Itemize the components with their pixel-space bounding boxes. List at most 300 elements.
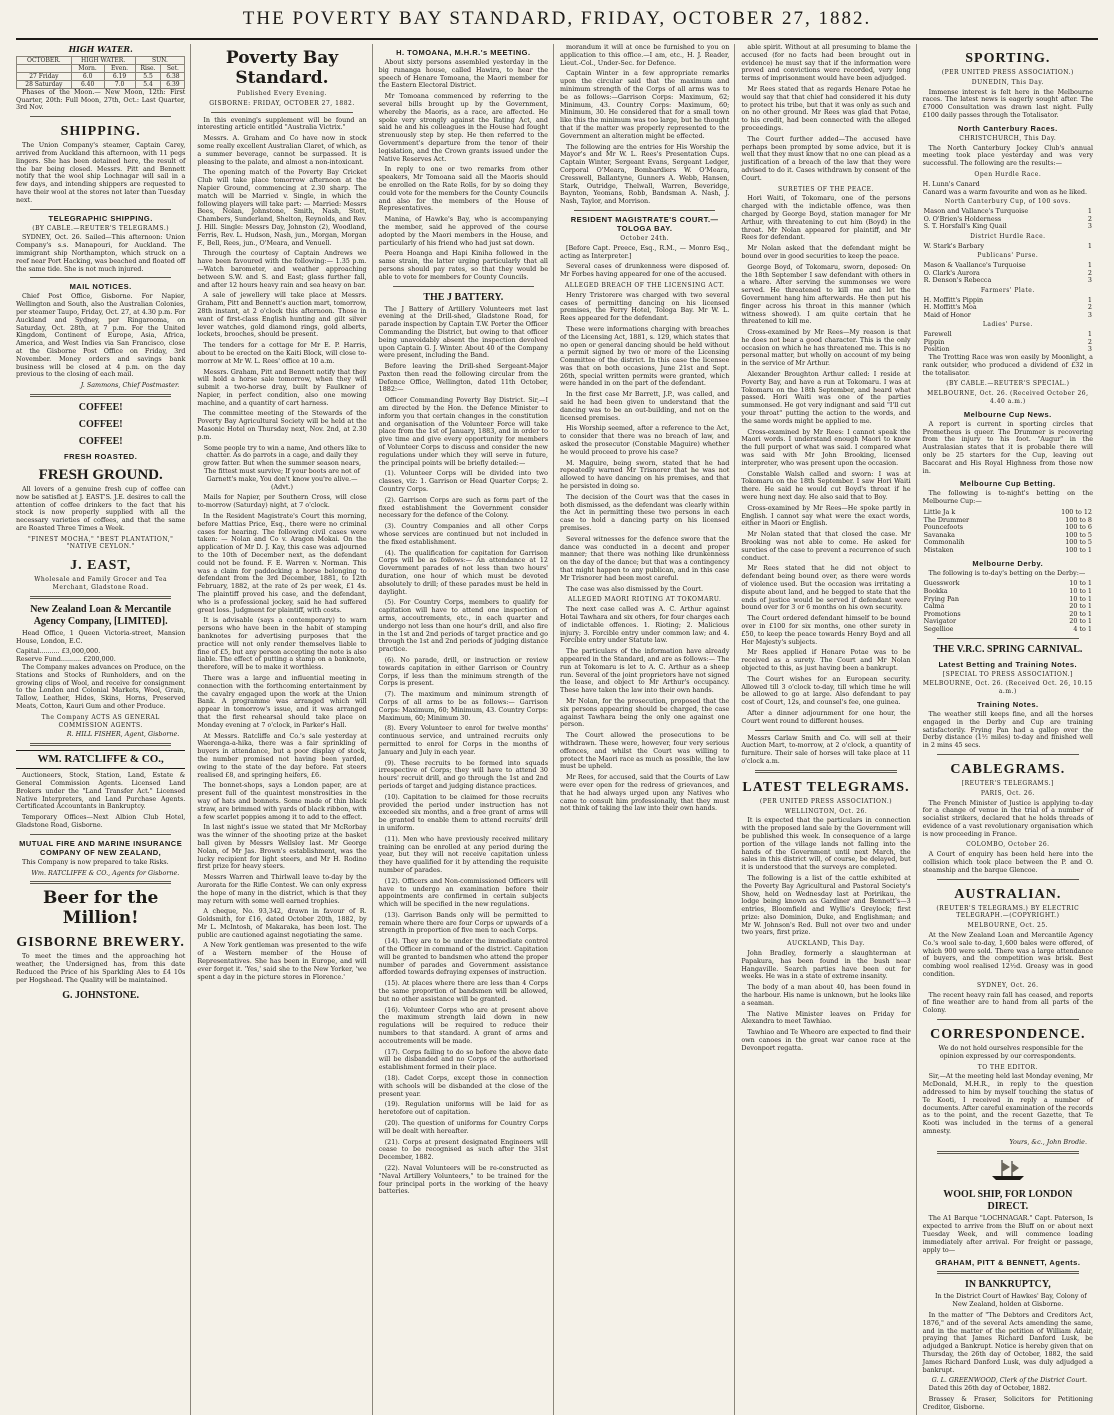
- news-paragraph: The Court further added—The accused have perhaps been prompted by some advice, but it is well that they must know that no one can plead as a justification of a breach of the law that they were advised to do it. Cases withdrawn by consent of the Court.: [741, 134, 911, 182]
- masthead-rule: [16, 38, 1098, 40]
- results-table: [923, 243, 1093, 251]
- horse-name: Pippin: [923, 337, 945, 346]
- news-paragraph: The tenders for a cottage for Mr E. P. Harris, about to be erected on the Kaiti Block, will close to-morrow at Mr W. L. Rees' office at 10 a.m.: [197, 341, 367, 365]
- tide-cell: 5.5: [135, 72, 161, 80]
- tide-sub: Set.: [161, 64, 185, 72]
- table-row: [923, 580, 1093, 588]
- bankruptcy-solicitors: Brassey & Fraser, Solicitors for Petitioning Creditor, Gisborne.: [922, 1394, 1093, 1411]
- dateline-place: WELLINGTON, Oct. 26.: [784, 807, 868, 815]
- odds: 100 to 12: [1061, 508, 1092, 517]
- news-paragraph: In the Resident Magistrate's Court this morning, before Mattias Price, Esq., there were no criminal cases for hearing. The following civil cases were taken: — Nolan and Co v. Aragon Mokai. On the application of Mr D. J. Kay, this case was adjourned to the 10th of December next, as the defendant could not be found. F. E. Warren v. Norman. This was a claim for paddocking a horse belonging to defendant from the 3rd December, 1881, to 12th February, 1882, at the rate of 2s per week, £1 4s. The plaintiff proved his case, and the defendant, who is a professional jockey, said he had suffered great loss. Judgment for plaintiff, with costs.: [197, 512, 367, 614]
- telegraphic-heading: TELEGRAPHIC SHIPPING.: [48, 213, 153, 223]
- horse-name: H. Moffitt's Pippin: [923, 295, 984, 304]
- divider: [755, 730, 896, 731]
- brewery-heading: GISBORNE BREWERY.: [16, 935, 185, 951]
- placing: 1: [1087, 295, 1092, 304]
- news-paragraph: The French Minister of Justice is applying to-day for a change of venue in the trial of a number of socialist strikers, declared that he holds threads of evidence of a vast revolutionary organisation which is now proceeding in France.: [922, 798, 1093, 838]
- news-paragraph: George Boyd, of Tokomaru, sworn, deposed: On the 18th September I saw defendant with others in a whare. After serving the summonses we were served. He threatened to kill me and let the Government hang him afterwards. He then put his finger across his throat in this manner (which witness showed). I am quite certain that he threatened to kill me.: [741, 262, 911, 326]
- divider: [30, 834, 171, 835]
- news-paragraph: Cross-examined by Mr Rees—He spoke partly in English. I cannot say what were the exact words, either in Maori or English.: [741, 503, 911, 528]
- horse-name: S. T. Horsfall's King Quail: [923, 222, 1007, 231]
- news-paragraph: Henry Tristorere was charged with two several cases of permitting dancing on his licensed premises, the Ferry Hotel, Tologa Bay. Mr W. L. Rees appeared for the defendant.: [559, 290, 730, 323]
- bankruptcy-heading: IN BANKRUPTCY,: [964, 1279, 1051, 1291]
- masthead: THE POVERTY BAY STANDARD, FRIDAY, OCTOBER 27, 1882.: [242, 8, 872, 29]
- news-paragraph: Alexander Broughton Arthur called: I reside at Poverty Bay, and have a run at Tokomaru. I was at Tokomaru on the 18th September, and heard what passed. Hori Waiti was one of the parties summonsed. He got very indignant and said "I'll cut your throat" putting the action to the words, and the same words might be applied to me.: [741, 370, 911, 425]
- melbourne-cup-betting-heading: Melbourne Cup Betting.: [960, 479, 1056, 489]
- mutual-text: This Company is now prepared to take Risks.: [22, 857, 169, 866]
- sporting-sub: (PER UNITED PRESS ASSOCIATION.): [941, 69, 1074, 76]
- divider: [937, 879, 1079, 880]
- horse-name: Mistaken: [923, 545, 954, 554]
- wool-ship-heading: WOOL SHIP, FOR LONDON DIRECT.: [943, 1189, 1073, 1213]
- placing: 1: [1087, 241, 1092, 250]
- latest-telegrams-heading: LATEST TELEGRAMS.: [742, 779, 910, 795]
- australian-sub: (REUTER'S TELEGRAMS.) BY ELECTRIC TELEGRAPH.—(COPYRIGHT.): [936, 904, 1080, 920]
- news-paragraph: Cross-examined by Mr Rees: I cannot speak the Maori words. I understand enough Maori to know the full purport of what was said. I compared what was said with Mr John Brooking, licensed interpreter, who was present upon the occasion.: [741, 427, 911, 467]
- news-paragraph: (3). Country Companies and all other Corps whose services are continued but not included in the fixed establishment.: [378, 522, 548, 546]
- news-paragraph: Hori Waiti, of Tokomaru, one of the persons charged with the indictable offence, was then charged by George Boyd, station manager for Mr Arthur, with threatening to cut him (Boyd) in the throat. Mr Nolan appeared for plaintiff, and Mr Rees for defendant.: [741, 194, 911, 242]
- ratcliffe-heading: WM. RATCLIFFE & CO.,: [16, 750, 185, 769]
- odds: 4 to 1: [1073, 624, 1092, 633]
- divider: [211, 112, 352, 113]
- tide-header-high: HIGH WATER.: [71, 56, 135, 64]
- news-paragraph: (1). Volunteer Corps will be divided into two classes, viz: 1. Garrison or Head Quarter Corps; 2. Country Corps.: [378, 469, 548, 494]
- horse-name: Little Ja k: [923, 508, 956, 517]
- jeast-sub: Wholesale and Family Grocer and Tea Merchant, Gladstone Road.: [34, 576, 168, 592]
- odds: 10 to 1: [1069, 579, 1092, 588]
- tide-table: [16, 56, 185, 89]
- race-name: Farmers' Plate.: [980, 286, 1035, 294]
- loan-heading: New Zealand Loan & Mercantile Agency Company, [LIMITED].: [30, 603, 172, 627]
- cablegrams-sub: [REUTER'S TELEGRAMS.]: [961, 779, 1054, 787]
- news-paragraph: It is advisable (says a contemporary) to warn persons who have been in the habit of stamping banknotes for advertising purposes that the practice will not only render themselves liable to fine of £5, but any person accepting the note is also liable. The effect of putting a stamp on a banknote, therefore, will be to make it worthless.: [197, 616, 367, 672]
- mail-text: Chief Post Office, Gisborne. For Napier, Wellington and South, also the Australian Colonies, per steamer Taupo, Friday, Oct. 27, at 4.30 p.m. For Auckland and Sydney, per Ringarooma, on Saturday, Oct. 28th, at 7 p.m. For the United Kingdom, Continent of Europe, Asia, Africa, America, and West Indies via San Francisco, close at the Gisborne Post Office on Friday, 3rd November. Money orders and savings bank business will be closed at 4 p.m. on the day previous to the closing of each mail.: [16, 292, 186, 379]
- odds: 20 to 1: [1069, 602, 1092, 611]
- news-paragraph: The following are the entries for His Worship the Mayor's and Mr W. L. Rees's Presentation Cups. Captain Winter, Sergeant Evans, Sergeant Ledger, Corporal O'Meara, Bombardiers W. O'Meara, Cresswell, Ballantyne, Gunners A. Webb, Hansen, Stark, Outridge, Thelwall, Warren, Beveridge, Baynton, Yeomans, Robb, Bandsman A. Nash, J. Nash, Taylor, and Morrison.: [559, 142, 730, 206]
- odds: 100 to 8: [1065, 515, 1092, 524]
- tide-note: Phases of the Moon.— New Moon, 12th: First Quarter, 20th: Full Moon, 27th, Oct.: Last Quarter, 3rd Nov.: [16, 87, 186, 112]
- divider: [30, 743, 171, 746]
- table-row: [923, 547, 1093, 555]
- shipping-heading: SHIPPING.: [60, 124, 141, 140]
- placing: 2: [1087, 303, 1092, 312]
- news-paragraph: The weather still keeps fine, and all the horses engaged in the Derby and Cup are training satisfactorily. Frying Pan had a gallop over the Derby distance (1½ miles) to-day and finished well in 2 mins 45 secs.: [922, 709, 1093, 750]
- news-paragraph: A cheque, No. 93,342, drawn in favour of R. Goldsmith, for £16, dated October 20th, 1882, by Mr L. McIntosh, of Makaraka, has been lost. The public are cautioned against negotiating the same.: [197, 907, 367, 939]
- coffee-heading-2: COFFEE!: [78, 418, 123, 430]
- news-paragraph: Peera Hoanga and Hapi Kiniha followed in the same strain, the latter urging particularly that all persons should pay rates, so that they would be able to vote for members for County Councils.: [378, 249, 548, 281]
- news-paragraph: A Court of enquiry has been held here into the collision which took place between the P. and O. steamship and the barque Glencoe.: [922, 850, 1093, 874]
- news-paragraph: The opening match of the Poverty Bay Cricket Club will take place tomorrow afternoon at the Napier Ground, commencing at 2.30 sharp. The match will be Married v. Single, in which the following players will take part: — Married: Messrs Bees, Nolan, Johnstone, Smith, Nash, Stott, Chambers, Sunderland, Shelton, Reynolds, and Rev. J. Hill. Single: Messrs Day, Johnston (2), Woodland, Ferris, Rev. L. Hudson, Nash, jun., Morgan, Morgan F., Bell, Rees, jun., O'Meara, and Venuell.: [197, 168, 367, 247]
- horse-name: Mason and Vallance's Turquoise: [923, 207, 1029, 216]
- news-paragraph: A sale of jewellery will take place at Messrs. Graham, Pitt and Bennett's auction mart, tomorrow, 28th instant, at 2 o'clock this afternoon. Those in want of first-class English hunting and gilt silver lever watches, gold diamond rings, gold alberts, lockets, brooches, should be present.: [197, 291, 367, 339]
- divider: [574, 210, 715, 211]
- column-3: [379, 44, 554, 1415]
- news-paragraph: These were informations charging with breaches of the Licensing Act, 1881, s. 129, which states that no open or general dancing should be held without a permit signed by two or more of the Licensing Committee of the district. In this case the licensee was that on both occasions, June 21st and Sept. 26th, special written permits were granted, which were handed in on the part of the defendant.: [559, 324, 730, 388]
- tide-sub: Rise.: [135, 64, 161, 72]
- table-row: [923, 626, 1093, 634]
- dateline-place: CHRISTCHURCH, This Day.: [959, 134, 1057, 142]
- tide-sub: Morn.: [71, 64, 104, 72]
- news-paragraph: Immense interest is felt here in the Melbourne races. The latest news is eagerly sought after. The £7000 Consultation was drawn last night. Fully £100 daily passes through the Totalisator.: [922, 87, 1093, 119]
- news-paragraph: M. Maguire, being sworn, stated that he had repeatedly warned Mr Trisnorer that he was not allowed to have dancing on his premises, and that he persisted in doing so.: [559, 458, 730, 491]
- table-row: [923, 277, 1093, 285]
- mail-heading: MAIL NOTICES.: [69, 282, 132, 292]
- news-paragraph: The Court ordered defendant himself to be bound over in £100 for six months, one other surety in £50, to keep the peace towards Henry Boyd and all Her Majesty's subjects.: [741, 614, 911, 646]
- divider: [30, 881, 171, 884]
- dateline-place: SYDNEY, Oct. 26.: [977, 981, 1039, 989]
- news-paragraph: (17). Corps failing to do so before the above date will be disbanded and no Corps of the authorised establishment formed in their place.: [378, 1047, 548, 1072]
- news-paragraph: Several cases of drunkenness were disposed of. Mr Forbes having appeared for one of the accused.: [559, 262, 730, 279]
- bankruptcy-signature: G. L. GREENWOOD, Clerk of the District Court.: [931, 1376, 1087, 1385]
- placing: 2: [1087, 214, 1092, 223]
- tide-header-sun: SUN.: [135, 56, 185, 64]
- vrc-sub: Latest Betting and Training Notes.: [938, 659, 1078, 669]
- odds: 100 to 1: [1065, 545, 1092, 554]
- latest-telegrams-sub: (PER UNITED PRESS ASSOCIATION.): [759, 797, 893, 805]
- divider: [937, 754, 1079, 755]
- odds-table: [923, 580, 1093, 633]
- news-paragraph: The following is to-day's betting on the Derby:—: [928, 568, 1086, 577]
- news-paragraph: Messrs Warren and Thirlwall leave to-day by the Aurorata for the Rifle Contest. We can only express the hope of many in the district, which is that they may return with some well earned trophies.: [197, 873, 367, 905]
- news-paragraph: In reply to one or two remarks from other speakers, Mr Tomoana said all the Maoris should be enrolled on the Rate Rolls, for by so doing they could vote for the members for the County Councils and also for the members of the House of Representatives.: [378, 165, 548, 213]
- dateline-place: COLOMBO, October 26.: [966, 841, 1050, 849]
- news-paragraph: Messrs. A. Graham and Co have now in stock some really excellent Australian Claret, of which, as a summer beverage, cannot be surpassed. It is pleasing to the palate, and almost a non-intoxicant.: [197, 134, 367, 166]
- placing: 3: [1087, 222, 1092, 231]
- loan-agents: The Company ACTS AS GENERAL COMMISSION AGENTS.: [41, 713, 160, 729]
- fresh-ground: FRESH GROUND.: [38, 466, 163, 483]
- correspondence-signature: Yours, &c., John Brodie.: [1009, 1137, 1087, 1146]
- news-paragraph: The following is a list of the cattle exhibited at the Poverty Bay Agricultural and Pastoral Society's Show, held on Wednesday last at Poririkau, the lodge being known as Gardiner and Bennett's—3 entries, Bloomfield and Wyllie's Greylock; first prize: also Dominion, Duke, and Englishman; and Mr W. Johnson's Red. Bull not over two and under two years, first prize.: [741, 873, 911, 937]
- loan-text: The Company makes advances on Produce, on the Stations and Stocks of Runholders, and on the growing clips of Wool, and receive for consignment to the London and Colonial Markets, Wool, Grain, Tallow, Leather, Hides, Skins, Horns, Preserved Meats, Cotton, Kauri Gum and other Produce.: [16, 663, 186, 711]
- tide-cell: 6.40: [71, 80, 104, 88]
- horse-name: Savanaka: [923, 530, 955, 539]
- news-paragraph: (10). Capitation to be claimed for those recruits provided the period under instruction has not exceeded six months, and a free grant of arms will be granted to enable them to attend recruits' drill in uniform.: [378, 792, 548, 832]
- table-row: [923, 596, 1093, 604]
- wool-ship-signature: GRAHAM, PITT & BENNETT, Agents.: [935, 1258, 1081, 1268]
- news-paragraph: Mr Nolan stated that that closed the case. Mr Brooking was not able to come. He asked for sureties of the case to prevent a recurrence of such conduct.: [741, 530, 911, 562]
- news-paragraph: (19). Regulation uniforms will be laid for as heretofore out of capitation.: [378, 1100, 548, 1117]
- horse-name: H. Moffitt's Moa: [923, 303, 977, 312]
- news-paragraph: (20). The question of uniforms for Country Corps will be dealt with hereafter.: [378, 1119, 548, 1135]
- news-paragraph: (8). Every Volunteer to enrol for twelve months' continuous service, and untrained recruits only permitted to enrol for Corps in the months of January and July in each year.: [378, 724, 548, 756]
- news-paragraph: (15). At places where there are less than 4 Corps the same proportion of bandsmen will be allowed, but no other assistance will be granted.: [378, 979, 548, 1003]
- news-paragraph: The body of a man about 40, has been found in the harbour. His name is unknown, but he looks like a seaman.: [741, 983, 911, 1007]
- beer-heading: Beer for the Million!: [42, 888, 159, 929]
- horse-name: Pouncefoots: [923, 523, 964, 532]
- news-paragraph: Manina, of Hawke's Bay, who is accompanying the member, said he approved of the course adopted by the Maori members in the House, and particularly of his friend who had just sat down.: [378, 215, 548, 247]
- news-paragraph: John Bradley, formerly a slaughterman at Papakura, has been found in the bush near Hangaville. Search parties have been out for weeks. He was in a state of extreme insanity.: [741, 949, 911, 981]
- news-paragraph: The Native Minister leaves on Friday for Alexandra to meet Tawhiao.: [741, 1009, 911, 1026]
- coffee-varieties: "FINEST MOCHA," "BEST PLANTATION," "NATIVE CEYLON.": [27, 535, 174, 551]
- race-name: Publicans' Purse.: [977, 252, 1039, 260]
- correspondence-heading: CORRESPONDENCE.: [930, 1027, 1086, 1043]
- telegraphic-text: SYDNEY, Oct. 26. Sailed—This afternoon: Union Company's s.s. Manapouri, for Auckland. The immigrant ship Northampton, which struck on a reef near Port Hacking, was beached and floated off the same tide. She is not much injured.: [16, 233, 186, 273]
- placing: 2: [1087, 337, 1092, 346]
- horse-name: R. Denson's Rebecca: [923, 276, 992, 285]
- horse-name: Maid of Honor: [923, 310, 971, 319]
- paper-title: Poverty Bay Standard.: [225, 48, 339, 88]
- news-paragraph: (6). No parade, drill, or instruction or review towards capitation in either Garrison or Country Corps, if less than the minimum strength of the Corps is present.: [378, 655, 548, 688]
- table-row: [923, 223, 1093, 231]
- placing: 2: [1087, 268, 1092, 277]
- horse-name: W. Stark's Barbary: [923, 241, 985, 250]
- fresh-roasted: FRESH ROASTED.: [64, 451, 138, 461]
- tide-cell: 7.0: [104, 80, 135, 88]
- brewery-signature: G. JOHNSTONE.: [62, 989, 140, 1001]
- race-result: Canard was a warm favourite and won as he liked.: [922, 187, 1087, 196]
- horse-name: Promotions: [923, 609, 961, 618]
- news-paragraph: Messrs. Graham, Pitt and Bennett notify that they will hold a horse sale tomorrow, when they will submit a two-horse dray, built by Faulkner of Napier, in perfect condition, also one mowing machine, and a quantity of cart harness.: [197, 367, 367, 407]
- divider: [393, 286, 534, 287]
- divider: [937, 1019, 1079, 1020]
- odds-table: [923, 509, 1093, 555]
- news-paragraph: able spirit. Without at all presuming to blame the accused (for no facts had been brought out in evidence) he must say that if the information were proved and convictions were recorded, very long terms of imprisonment would have been adjudged.: [741, 43, 911, 83]
- placing: 1: [1087, 330, 1092, 339]
- tomoana-heading: H. TOMOANA, M.H.R.'s MEETING.: [396, 48, 531, 57]
- race-name: Ladies' Purse.: [982, 321, 1033, 329]
- nc-races-heading: North Canterbury Races.: [957, 123, 1058, 133]
- ship-icon: [923, 1158, 1093, 1185]
- column-2: [197, 44, 372, 1415]
- news-paragraph: Captain Winter in a few appropriate remarks upon the circular said that the maximum and minimum strength of the Corps of all arms was to be as follows:—Garrison Corps: Maximum, 62; Minimum, 43. Country Corps: Maximum, 60; Minimum, 30. He considered that for a small town like this the minimum was too large, but he thought that if the matter was properly represented to the Government an alteration might be effected.: [559, 69, 730, 140]
- loan-signature: R. HILL FISHER, Agent, Gisborne.: [66, 730, 180, 739]
- divider: [30, 596, 171, 599]
- vrc-special: [SPECIAL TO PRESS ASSOCIATION.]: [942, 670, 1073, 678]
- news-paragraph: (5). For Country Corps, members to qualify for capitation will have to attend one inspection of arms, accoutrements, etc., in each quarter and undergo not less than one hour's drill, and also fire in the 1st and 2nd periods of target practice and go through the 1st and 2nd periods of judging distance practice.: [378, 598, 548, 654]
- dateline-place: PARIS, Oct. 26.: [980, 789, 1035, 797]
- horse-name: Position: [923, 345, 950, 354]
- correspondence-note: We do not hold ourselves responsible for the opinion expressed by our correspondents.: [938, 1044, 1084, 1060]
- news-paragraph: At Messrs. Ratcliffe and Co.'s sale yesterday at Waerenga-a-hika, there was a fair sprinkling of buyers in attendance, but a poor display of stock, the number promised not having been yarded, owing to the state of the day before. Fat steers realised £8, and springing heifers, £6.: [197, 731, 367, 779]
- divider: [30, 209, 171, 210]
- odds: 100 to 5: [1065, 530, 1092, 539]
- rm-court-heading: RESIDENT MAGISTRATE'S COURT.—TOLOGA BAY.: [570, 214, 719, 233]
- news-paragraph: The decision of the Court was that the cases in both dismissed, as the defendant was clearly within the Act in permitting these two persons in each case to hold a dancing party on his licensed premises.: [559, 492, 730, 533]
- placing: 1: [1087, 261, 1092, 270]
- rm-subheading: ALLEGED BREACH OF THE LICENSING ACT.: [564, 281, 725, 289]
- news-paragraph: Mr Rees applied if Henare Potae was to be received as a surety. The Court and Mr Nolan objected to this, as just having been a bankrupt.: [741, 648, 911, 672]
- news-paragraph: In last night's issue we stated that Mr McRorbay was the winner of the shooting prize at the basket ball given by Messrs Wellsley last. Mr George Nolan, of Mr Jas. Brown's establishment, was the lucky recipient for light steers, and Mr H. Rodino first prize for heavy steers.: [197, 823, 367, 871]
- news-paragraph: The particulars of the information have already appeared in the Standard, and are as follows:— The run at Tokomaru is let to A. C. Arthur as a sheep run. Several of the joint proprietors have not signed the lease, and object to Mr Arthur's occupancy. These have taken the law into their own hands.: [559, 647, 730, 695]
- news-paragraph: Cross-examined by Mr Rees—My reason is that he does not bear a good character. This is the only occasion on which he has threatened me. This is no personal matter, but wholly on account of my being in the service of Mr Arthur.: [741, 328, 911, 368]
- results-table: [923, 208, 1093, 231]
- bankruptcy-court: In the District Court of Hawkes' Bay, Colony of New Zealand, holden at Gisborne.: [934, 1292, 1087, 1309]
- training-notes-heading: Training Notes.: [976, 699, 1039, 709]
- column-6: [923, 44, 1098, 1415]
- loan-capital: Capital.......... £3,000,000.: [16, 647, 101, 656]
- news-paragraph: Mr Tomoana commenced by referring to the several bills brought up by the Government, whereby the Maoris, as a race, are affected. He spoke very strongly against the Rating Act, and said he and his colleagues in the House had fought strenuously step by step. He then referred to the Government's departure from the tenor of their legislation, and the Crown grants issued under the Native Reserves Act.: [378, 92, 548, 163]
- odds: 100 to 6: [1065, 523, 1092, 532]
- news-paragraph: (12). Officers and Non-commissioned Officers will have to undergo an examination before their appointments are confirmed in certain subjects which will be specified in the new regulations.: [378, 876, 548, 909]
- news-paragraph: The case was also dismissed by the Court.: [565, 584, 703, 593]
- divider: [30, 394, 171, 397]
- news-paragraph: (7). The maximum and minimum strength of Corps of all arms to be as follows:— Garrison Corps: Maximum, 60; Minimum, 43. Country Corps: Maximum, 60; Minimum 30.: [378, 690, 548, 722]
- dateline: GISBORNE: FRIDAY, OCTOBER 27, 1882.: [209, 99, 355, 107]
- news-paragraph: There was a large and influential meeting in connection with the forthcoming entertainment by the cavalry engaged upon the work at the Union Bank. A programme was arranged which will appear in tomorrow's issue, and it was arranged that the first rehearsal should take place on Monday evening at 7 o'clock, in Parker's Hall.: [197, 673, 367, 729]
- table-row: [17, 72, 185, 80]
- news-paragraph: A report is current in sporting circles that Prometheus is queer. The Drummer is recovering from the injury to his foot. "Augur" in the Australasian states that it is probable there will only be 25 starters for the Cup, leaving out Baccarat and His Royal Highness from those now in.: [922, 419, 1093, 475]
- news-paragraph: The Court allowed the prosecutions to be withdrawn. These were, however, four very serious offences, and whilst the Court was willing to protect the Maori race as much as possible, the law must be upheld.: [559, 731, 730, 771]
- news-paragraph: His Worship seemed, after a reference to the Act, to consider that there was no breach of law, and asked the prosecutor (Constable Maguire) whether he would proceed to prove his case?: [559, 424, 730, 456]
- news-paragraph: (16). Volunteer Corps who are at present above the maximum strength laid down in new regulations will be required to reduce their numbers to that standard. A grant of arms and accoutrements will be made.: [378, 1005, 548, 1045]
- horse-name: Farewell: [923, 330, 952, 339]
- news-paragraph: Messrs Carlaw Smith and Co. will sell at their Auction Mart, to-morrow, at 2 o'clock, a quantity of furniture. Their sale of horses will take place at 11 o'clock a.m.: [741, 733, 911, 765]
- vrc-heading: THE V.R.C. SPRING CARNIVAL.: [933, 643, 1083, 655]
- dateline-place: AUCKLAND, This Day.: [787, 940, 865, 948]
- news-paragraph: In the first case Mr Barrett, J.P., was called, and said he had been given to understand that the dancing was to be an out-building, and not on the licensed premises.: [559, 390, 730, 422]
- news-paragraph: The committee meeting of the Stewards of the Poverty Bay Agricultural Society will be held at the Masonic Hotel on Thursday next, Nov. 2nd, at 2.30 p.m.: [197, 409, 367, 441]
- mel-sub: (BY CABLE.—REUTER'S SPECIAL.): [946, 380, 1070, 388]
- placing: 3: [1087, 345, 1092, 354]
- race-name: District Hurdle Race.: [970, 232, 1046, 240]
- news-paragraph: It is expected that the particulars in connection with the proposed land sale by the Government will be published this week. In consequence of a large portion of the village lands not falling into the hands of the Government until next March, the sales in this district will, of course, be delayed, but it is understood that the surveys are completed.: [741, 816, 911, 872]
- placing: 3: [1087, 276, 1092, 285]
- divider: [30, 116, 171, 117]
- odds: 10 to 1: [1069, 586, 1092, 595]
- table-row: [923, 312, 1093, 320]
- results-table: [923, 331, 1093, 354]
- horse-name: Frying Pan: [923, 594, 959, 603]
- correspondence-to: TO THE EDITOR.: [977, 1063, 1038, 1071]
- news-paragraph: (11). Men who have previously received military training can be enrolled at any period during the year, but they will not receive capitation unless they have qualified for it by attending the requisite number of parades.: [378, 834, 548, 874]
- mutual-signature: Wm. RATCLIFFE & CO., Agents for Gisborne.: [31, 868, 180, 877]
- news-paragraph: Mr Nolan, for the prosecution, proposed that the six persons appearing should be charged, the case against Tawhara being the only one against one person.: [559, 696, 730, 729]
- odds: 100 to 5: [1065, 538, 1092, 547]
- horse-name: Guesswork: [923, 579, 960, 588]
- melbourne-derby-heading: Melbourne Derby.: [972, 558, 1044, 568]
- odds: 20 to 1: [1069, 617, 1092, 626]
- dateline-place: DUNEDIN, This Day.: [971, 78, 1044, 86]
- news-paragraph: Sir,—At the meeting held last Monday evening, Mr McDonald, M.H.R., in reply to the question addressed to him by myself touching the status of Te Kooti, I received in reply a number of documents. After careful examination of the records as to the point, and the recent Gazette, that Te Kooti was included in the terms of a general amnesty.: [922, 1072, 1093, 1135]
- j-battery-heading: THE J BATTERY.: [423, 291, 504, 303]
- ratcliffe-text: Auctioneers, Stock, Station, Land, Estate & General Commission Agents. Licensed Land Brokers under the "Land Transfer Act." Licensed Native Interpreters, and Land Purchase Agents. Certificated Accountants in Bankruptcy.: [16, 771, 186, 811]
- news-paragraph: The following is to-night's betting on the Melbourne Cup:—: [922, 489, 1093, 506]
- news-paragraph: The bonnet-shops, says a London paper, are at present full of the quaintest monstrosities in the way of hats and bonnets. Some made of thin black straw, are brimmed with yards of black ribbon, with a few scarlet poppies among it to add to the effect.: [197, 781, 367, 821]
- news-paragraph: At the New Zealand Loan and Mercantile Agency Co.'s wool sale to-day, 1,600 bales were offered, of which 900 were sold. There was a large attendance of buyers, and the competition was brisk. Best combing wool realised 12½d. Greasy was in good condition.: [922, 931, 1093, 979]
- coffee-heading-1: COFFEE!: [78, 401, 123, 413]
- news-paragraph: (2). Garrison Corps are such as form part of the fixed establishment the Government consider necessary for the defence of the Colony.: [378, 495, 548, 520]
- tide-cell: 6.38: [161, 72, 185, 80]
- divider: [30, 277, 171, 278]
- news-paragraph: (22). Naval Volunteers will be re-constructed as "Naval Artillery Volunteers," to be trained for the four principal ports in the working of the heavy batteries.: [378, 1164, 548, 1196]
- loan-office: Head Office, 1 Queen Victoria-street, Mansion House, London, E.C.: [16, 628, 186, 645]
- news-paragraph: In this evening's supplement will be found an interesting article entitled "Australia Victrix.": [197, 115, 367, 132]
- dateline-place: MELBOURNE, Oct. 26. (Received October 26, 4.40 a.m.): [927, 390, 1089, 406]
- melbourne-cup-news-heading: Melbourne Cup News.: [963, 409, 1052, 419]
- news-paragraph: The North Canterbury Jockey Club's annual meeting took place yesterday and was very successful. The following are the results:—: [922, 143, 1093, 168]
- news-paragraph: (13). Garrison Bands only will be permitted to remain where there are four Corps or upwards of a strength in proportion of five men to each Corps.: [378, 910, 548, 935]
- news-paragraph: Several witnesses for the defence swore that the dance was conducted in a decent and proper manner; that there was nothing like drunkenness on the day of the dance; but that was a contingency that might happen to any publican, and in this case Mr Trisnorer had been most careful.: [559, 534, 730, 582]
- coffee-heading-3: COFFEE!: [78, 435, 123, 447]
- jeast-heading: J. EAST,: [70, 558, 132, 574]
- tide-sub: Even.: [104, 64, 135, 72]
- race-name: North Canterbury Cup, of 100 sovs.: [944, 198, 1071, 206]
- verse: Some people try to win a name, And others like to chatter. As do parrots in a cage, and daily they grow fatter. But when the summer season nears, The fittest must survive; If your boots are not of Garnett's make, You don't know you're alive.—(Advt.): [202, 443, 367, 491]
- news-paragraph: Officer Commanding Poverty Bay District. Sir,—I am directed by the Hon. the Defence Minister to inform you that certain changes in the constitution and organisation of the Volunteer Force will take place from the 1st of January, 1883, and in order to give time and give every opportunity for members of Volunteer Corps to discuss and consider the new regulations under which they will serve in future, the principal points will be briefly detailed:—: [378, 396, 548, 467]
- news-paragraph: A New York gentleman was presented to the wife of a Western member of the House of Representatives. She has been in Europe, and will ever forget it. 'Yes,' said she to the New Yorker, 'we spent a day in the picture stores in Florence.': [197, 941, 367, 981]
- news-paragraph: Mr Rees, for accused, said that the Courts of Law were ever open for the redress of grievances, and that he had always urged upon any Natives who came to consult him professionally, that they must not think of taking the law into their own hands.: [559, 773, 730, 813]
- coffee-text: All lovers of a genuine fresh cup of coffee can now be satisfied at J. EAST'S. J.E. desires to call the attention of coffee drinkers to the fact that his stock is now properly supplied with all the necessary varieties of coffees, and that the same are Roasted Three Times a Week.: [16, 484, 186, 532]
- odds: 10 to 1: [1069, 594, 1092, 603]
- news-paragraph: morandum it will at once be furnished to you on application to this office.—I am, etc., H. J. Reader, Lieut.-Col., Under-Sec. for Defence.: [559, 43, 730, 67]
- news-paragraph: Through the courtesy of Captain Andrews we have been favoured with the following:— 1.35 p.m.—Watch barometer, and weather approaching between S.W. and S. and East; glass further fall, and after 12 hours heavy rain and sea heavy on bar.: [197, 249, 367, 289]
- tide-sub: [17, 64, 72, 72]
- loan-reserve: Reserve Fund.......... £200,000.: [16, 655, 116, 664]
- news-paragraph: Mr Rees stated that as regards Henare Potae he would say that that chief had considered it his duty to protect his tribe, but that it was only as such and on no other ground. Mr Rees was glad that Potae, to his credit, had been connected with the alleged proceedings.: [741, 84, 911, 132]
- results-table: [923, 262, 1093, 285]
- news-paragraph: Before leaving the Drill-shed Sergeant-Major Paxton then read the following circular from the Defence Office, Wellington, dated 11th October, 1882:—: [378, 362, 548, 394]
- divider: [937, 1151, 1079, 1154]
- published-line: Published Every Evening.: [236, 90, 327, 97]
- sporting-heading: SPORTING.: [965, 51, 1051, 66]
- tide-cell: 6.39: [161, 80, 185, 88]
- column-5: [741, 44, 916, 1415]
- cablegrams-heading: CABLEGRAMS.: [950, 761, 1066, 777]
- horse-name: O. O'Brien's Holderness: [923, 214, 1002, 223]
- news-paragraph: Mails for Napier, per Southern Cross, will close to-morrow (Saturday) night, at 7 o'clock.: [197, 493, 367, 510]
- tide-cell: 28 Saturday: [17, 80, 72, 88]
- tide-header-month: OCTOBER.: [17, 56, 72, 64]
- tide-cell: 27 Friday: [17, 72, 72, 80]
- dateline-place: MELBOURNE, Oct. 25.: [967, 922, 1049, 930]
- news-paragraph: Constable Walsh called and sworn: I was at Tokomaru on the 18th September. I saw Hori Waiti there. He said he would cut Boyd's throat if he were hung next day. He also said that to Boy.: [741, 469, 911, 502]
- horse-name: Bookka: [923, 586, 948, 595]
- rm-date: October 24th.: [620, 234, 670, 242]
- news-paragraph: (4). The qualification for capitation for Garrison Corps will be as follows:— An attendance at 12 Government parades of not less than two hours' duration, one hour of which must be devoted absolutely to drill; of these parades must be held in daylight.: [378, 548, 548, 596]
- mail-signature: J. Sammons, Chief Postmaster.: [80, 381, 180, 390]
- placing: 1: [1087, 207, 1092, 216]
- news-paragraph: (14). They are to be under the immediate control of the Officer in command of the district. Capitation will be granted to bandsmen who attend the proper number of parades and Government assistance afforded towards defraying expenses of instruction.: [378, 937, 548, 977]
- column-1: [16, 44, 191, 1415]
- horse-name: O. Clark's Aurora: [923, 268, 980, 277]
- table-row: [923, 331, 1093, 339]
- news-paragraph: About sixty persons assembled yesterday in the big runanga house, called Hawira, to hear the speech of Henare Tomoana, the Maori member for the Eastern Electoral District.: [378, 58, 548, 90]
- australian-heading: AUSTRALIAN.: [954, 886, 1062, 902]
- sureties-subheading: SURETIES OF THE PEACE.: [778, 185, 874, 193]
- news-paragraph: After a dinner adjournment for one hour, the Court went round to different houses.: [741, 708, 911, 725]
- shipping-text: The Union Company's steamer, Captain Carey, arrived from Auckland this afternoon, with 11 pegs lingers. She has been detained here, the result of the bar being closed. Messrs. Pitt and Bennett notify that the wool ship Lochnagar will sail in a few days, and intending shippers are requested to have their wool at the stores not later than Tuesday next.: [16, 141, 186, 204]
- horse-name: Segellioe: [923, 624, 954, 633]
- news-paragraph: In the matter of "The Debtors and Creditors Act, 1876," and of the several Acts amending the same, and in the matter of the petition of William Adair, praying that James Richard Danford Lusk, be adjudged a Bankrupt. Notice is hereby given that on Thursday, the 26th day of October, 1882, the said James Richard Danford Lusk, was duly adjudged a bankrupt.: [922, 1310, 1093, 1374]
- news-paragraph: The next case called was A. C. Arthur against Hotai Tawhara and six others, for four charges each of indictable offences. 1. Rioting; 2. Malicious injury; 3. Forcible entry under common law; and 4. Forcible entry under Statute law.: [559, 605, 730, 645]
- divider: [937, 638, 1079, 639]
- odds: 20 to 1: [1069, 609, 1092, 618]
- tide-cell: 5.4: [135, 80, 161, 88]
- horse-name: Commonalih: [923, 538, 965, 547]
- ratcliffe-office: Temporary Offices—Next Albion Club Hotel, Gladstone Road, Gisborne.: [16, 813, 186, 830]
- horse-name: The Drummer: [923, 515, 970, 524]
- news-paragraph: The recent heavy rain fall has ceased, and reports of fine weather are to hand from all parts of the Colony.: [922, 990, 1093, 1015]
- divider: [937, 1271, 1079, 1274]
- column-4: [560, 44, 735, 1415]
- tide-cell: 6.0: [71, 72, 104, 80]
- telegraphic-sub: (BY CABLE.—REUTER'S TELEGRAMS.): [32, 224, 170, 232]
- news-paragraph: Mr Rees stated that he did not object to defendant being bound over, as there were words of violence used. But the occasion was irritating a dispute about land, and he begged to state that the ends of justice would be served if defendant were bound over for 3 or 6 months on his own security.: [741, 564, 911, 612]
- news-paragraph: The Court wishes for an European security. Allowed till 3 o'clock to-day, till which time he will be allowed to go at large. Also defendant to pay cost of Court, 12s, and counsel's fee, one guinea.: [741, 674, 911, 707]
- horse-name: Mason & Vaallance's Turquoise: [923, 261, 1026, 270]
- news-paragraph: Mr Nolan asked that the defendant might be bound over in good securities to keep the peace.: [741, 244, 911, 260]
- dateline-place: MELBOURNE, Oct. 26. (Received Oct. 26, 10.15 a.m.): [922, 680, 1093, 696]
- news-paragraph: (9). These recruits to be formed into squads irrespective of Corps; they will have to attend 30 hours' recruit drill, and go through the 1st and 2nd periods of target and judging distance practices.: [378, 758, 548, 790]
- news-paragraph: (21). Corps at present designated Engineers will cease to be recognised as such after the 31st December, 1882.: [378, 1137, 548, 1162]
- news-paragraph: The J Battery of Artillery Volunteers met last evening at the Drill-shed, Gladstone Road, for parade inspection by Captain T.W. Porter the Officer Commanding the District, but owing to that officer being unavoidably absent the inspection devolved upon Captain G. J. Winter. About 40 of the Company were present, including the Band.: [378, 304, 548, 360]
- rm-subheading: ALLEGED MAORI RIOTING AT TOKOMARU.: [567, 596, 722, 604]
- divider: [755, 770, 896, 773]
- rm-before: [Before Capt. Preece, Esq., R.M., — Monro Esq., acting as Interpreter.]: [559, 243, 730, 260]
- horse-name: Calma: [923, 602, 945, 611]
- brewery-text: To meet the times and the approaching hot weather, the Undersigned has, from this date Reduced the Price of his Sparkling Ales to £4 10s per Hogshead. The Quality will be maintained.: [16, 952, 186, 984]
- news-paragraph: The Trotting Race was won easily by Moonlight, a rank outsider, who produced a dividend of £32 in the totalisator.: [922, 353, 1093, 377]
